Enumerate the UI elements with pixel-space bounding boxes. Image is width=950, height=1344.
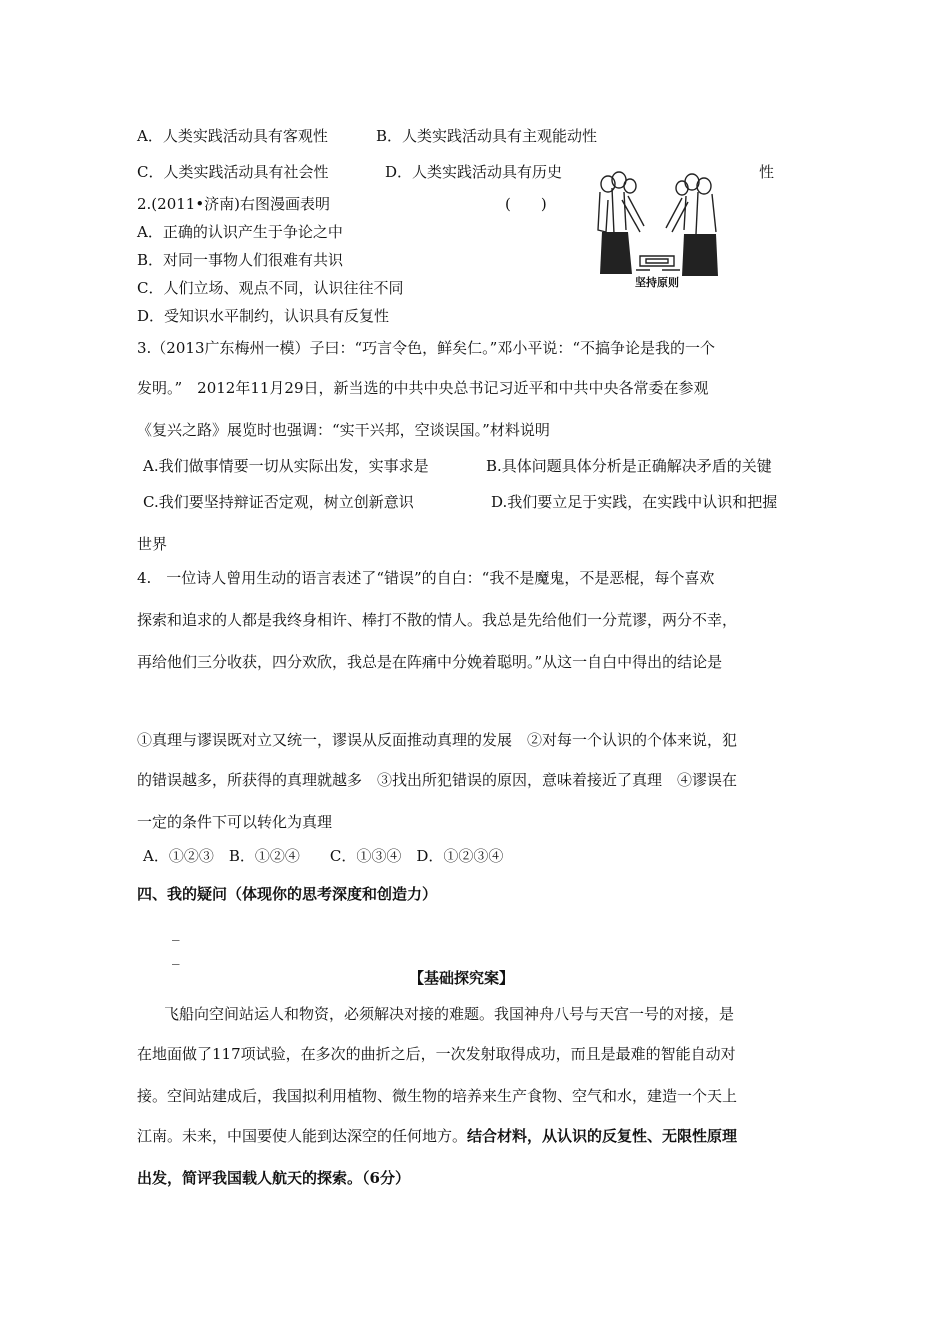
q3-option-d-continued: 世界 [137, 535, 168, 553]
section-4-heading: 四、我的疑问（体现你的思考深度和创造力） [137, 885, 438, 903]
q3-line-1: 3.（2013广东梅州一模）子曰：“巧言令色，鲜矣仁。”邓小平说：“不搞争论是我的一个 [137, 339, 715, 357]
q4-line-4: ①真理与谬误既对立又统一，谬误从反面推动真理的发展 ②对每一个认识的个体来说，犯 [137, 731, 738, 749]
q2-option-a: A．正确的认识产生于争论之中 [137, 223, 343, 241]
q2-stem: 2.(2011•济南)右图漫画表明 [137, 195, 331, 213]
explore-line-4 [137, 1126, 737, 1146]
q2-option-d: D．受知识水平制约，认识具有反复性 [137, 307, 390, 325]
q3-option-a: A.我们做事情要一切从实际出发，实事求是 [143, 457, 429, 475]
q1-option-a: A．人类实践活动具有客观性 [137, 127, 328, 145]
q3-option-b: B.具体问题具体分析是正确解决矛盾的关键 [486, 457, 772, 475]
q3-line-2: 发明。” 2012年11月29日，新当选的中共中央总书记习近平和中共中央各常委在参观 [137, 379, 709, 397]
explore-line-3: 接。空间站建成后，我国拟利用植物、微生物的培养来生产食物、空气和水，建造一个天上 [137, 1087, 738, 1105]
q3-line-3: 《复兴之路》展览时也强调：“实干兴邦，空谈误国。”材料说明 [137, 421, 550, 439]
q2-option-c: C．人们立场、观点不同，认识往往不同 [137, 279, 404, 297]
q4-line-5: 的错误越多，所获得的真理就越多 ③找出所犯错误的原因，意味着接近了真理 ④谬误在 [137, 771, 738, 789]
q3-option-c: C.我们要坚持辩证否定观，树立创新意识 [143, 493, 414, 511]
q4-line-3: 再给他们三分收获，四分欢欣，我总是在阵痛中分娩着聪明。”从这一自白中得出的结论是 [137, 653, 723, 671]
q4-options: A．①②③ B．①②④ C．①③④ D．①②③④ [143, 847, 504, 865]
cartoon-caption: 坚持原则 [635, 276, 679, 289]
explore-line-4-question: 结合材料，从认识的反复性、无限性原理 [467, 1127, 738, 1145]
blank-line-2: _ [172, 947, 180, 965]
q1-option-d: D．人类实践活动具有历史 [385, 163, 563, 181]
explore-line-1: 飞船向空间站运人和物资，必须解决对接的难题。我国神舟八号与天宫一号的对接，是 [164, 1005, 735, 1023]
explore-line-2: 在地面做了117项试验，在多次的曲折之后，一次发射取得成功，而且是最难的智能自动对 [137, 1045, 736, 1063]
q4-line-2: 探索和追求的人都是我终身相许、棒打不散的情人。我总是先给他们一分荒谬，两分不幸， [137, 611, 738, 629]
q4-line-6: 一定的条件下可以转化为真理 [137, 813, 333, 831]
explore-line-4-material: 江南。未来，中国要使人能到达深空的任何地方。 [137, 1127, 468, 1145]
blank-line-1: _ [172, 923, 180, 941]
explore-title: 【基础探究案】 [409, 969, 515, 987]
q1-option-d-tail: 性 [759, 163, 775, 181]
q2-answer-parentheses: ( ) [505, 195, 547, 213]
q2-option-b: B．对同一事物人们很难有共识 [137, 251, 344, 269]
q2-cartoon [592, 170, 722, 292]
q1-option-b: B．人类实践活动具有主观能动性 [376, 127, 598, 145]
q4-line-1: 4. 一位诗人曾用生动的语言表述了“错误”的自白：“我不是魔鬼，不是恶棍，每个喜欢 [137, 569, 715, 587]
q3-option-d: D.我们要立足于实践，在实践中认识和把握 [491, 493, 778, 511]
explore-line-5-question: 出发，简评我国载人航天的探索。（6分） [137, 1169, 410, 1187]
q1-option-c: C．人类实践活动具有社会性 [137, 163, 329, 181]
